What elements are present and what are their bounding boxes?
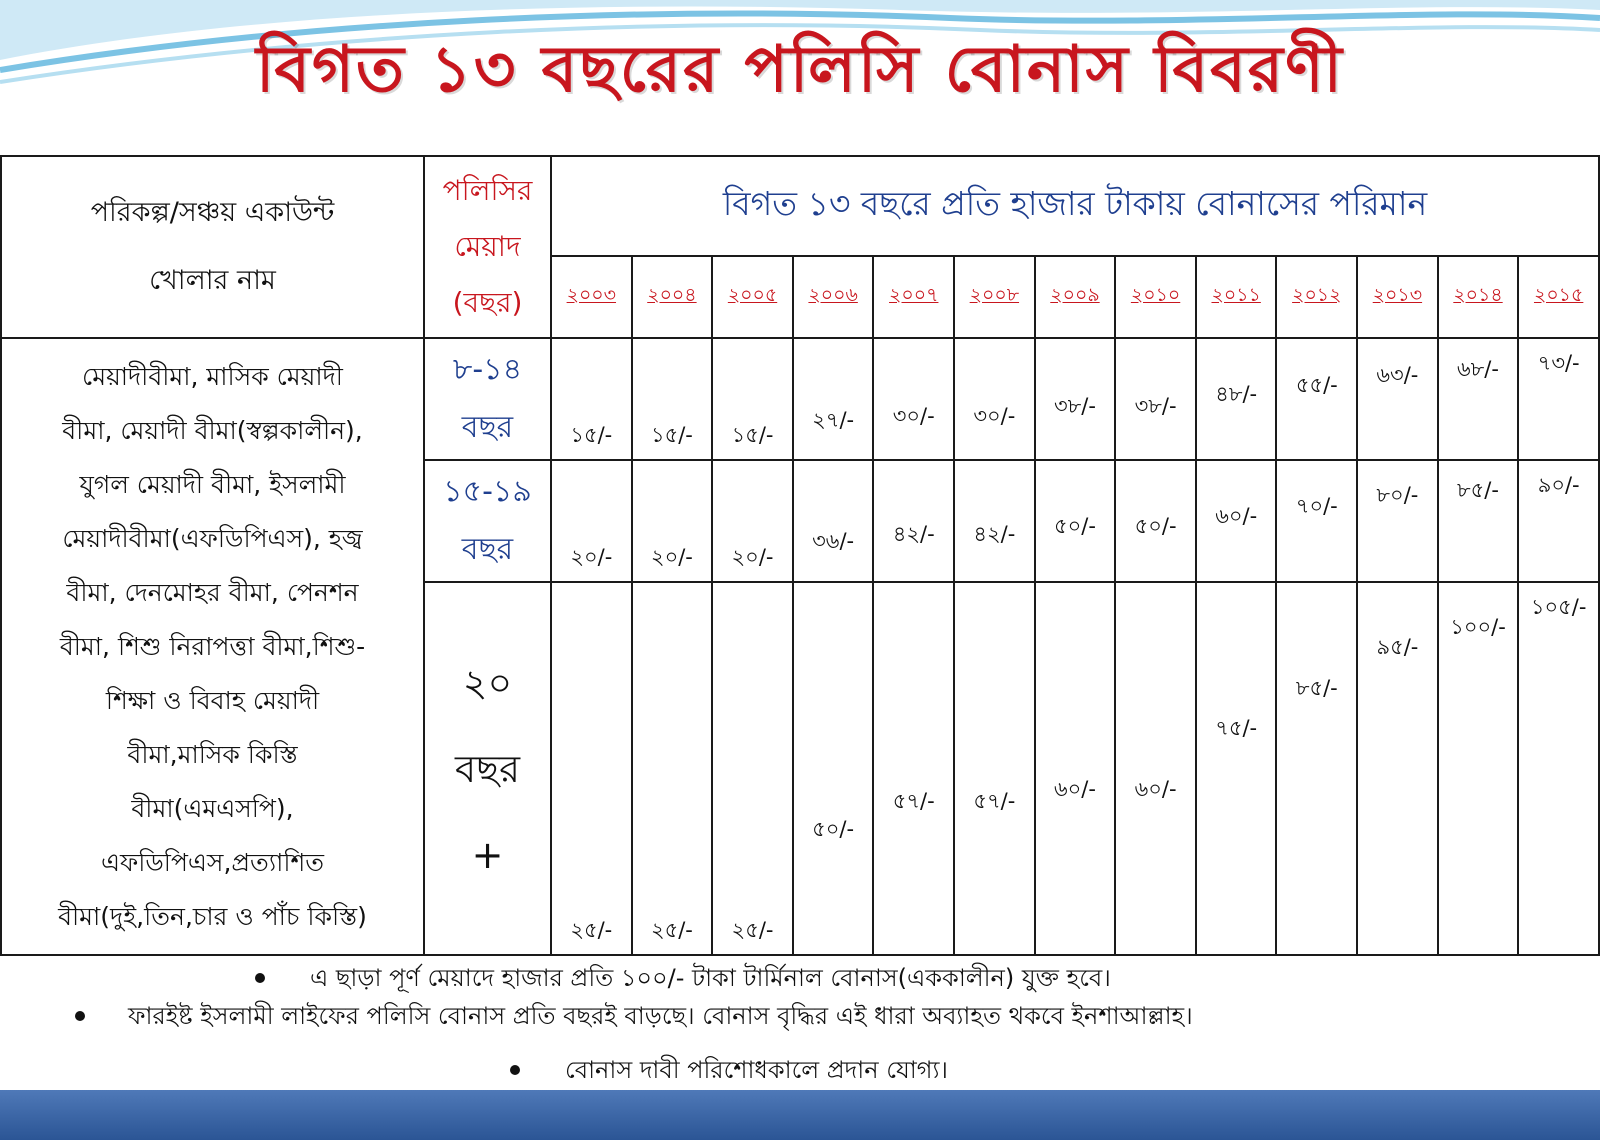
term-cell <box>424 338 551 460</box>
bonus-value: ৪৮/- <box>1215 382 1258 406</box>
bonus-cell <box>1357 460 1438 582</box>
bonus-value: ২৫/- <box>650 918 693 942</box>
header-plan-name <box>1 156 424 338</box>
bonus-value: ১৫/- <box>570 423 613 447</box>
plan-names-cell <box>1 338 424 955</box>
bonus-cell <box>1115 460 1196 582</box>
bonus-value: ১৫/- <box>650 423 693 447</box>
bonus-cell <box>551 338 632 460</box>
header-term-line-2: মেয়াদ <box>454 230 521 263</box>
bonus-value: ২৭/- <box>812 408 855 432</box>
table-row <box>1 338 1599 460</box>
term-range: ৮-১৪ <box>452 352 523 387</box>
bonus-cell <box>1518 460 1599 582</box>
bonus-value: ৯০/- <box>1537 473 1580 497</box>
bonus-cell <box>632 338 713 460</box>
bonus-value: ৩৮/- <box>1053 394 1096 418</box>
bonus-value: ৩৮/- <box>1134 394 1177 418</box>
year-header: ২০০৬ <box>793 256 874 338</box>
bonus-cell <box>1357 582 1438 955</box>
bonus-value: ৬০/- <box>1134 777 1177 801</box>
header-term-line-3: (বছর) <box>452 286 523 319</box>
bonus-value: ৭৩/- <box>1537 351 1580 375</box>
bonus-cell <box>551 582 632 955</box>
year-header: ২০১১ <box>1196 256 1277 338</box>
bonus-cell <box>712 460 793 582</box>
bonus-cell <box>954 338 1035 460</box>
bonus-value: ৮০/- <box>1376 483 1419 507</box>
year-header: ২০১৫ <box>1518 256 1599 338</box>
term-unit: বছর <box>461 532 514 567</box>
bonus-value: ৪২/- <box>892 522 935 546</box>
bonus-cell <box>1276 582 1357 955</box>
bullet-icon <box>510 1065 520 1075</box>
bonus-cell <box>712 582 793 955</box>
header-plan-line-1: পরিকল্প/সঞ্চয় একাউন্ট <box>90 197 335 228</box>
term-plus: + <box>471 832 504 877</box>
bonus-value: ৮৫/- <box>1295 676 1338 700</box>
year-header: ২০১৪ <box>1438 256 1519 338</box>
bonus-cell <box>1276 460 1357 582</box>
bonus-cell <box>1438 460 1519 582</box>
bonus-value: ৩৬/- <box>812 529 855 553</box>
bonus-cell <box>1196 338 1277 460</box>
bonus-value: ৫৫/- <box>1295 373 1338 397</box>
bonus-cell <box>954 460 1035 582</box>
bonus-value: ১০০/- <box>1450 615 1506 639</box>
header-term <box>424 156 551 338</box>
year-header: ২০১২ <box>1276 256 1357 338</box>
bonus-cell <box>632 582 713 955</box>
note-bonus-growth: ফারইষ্ট ইসলামী লাইফের পলিসি বোনাস প্রতি বছরই বাড়ছে। বোনাস বৃদ্ধির এই ধারা অব্যাহত থকবে ইনশাআল্লাহ। <box>128 1002 1193 1030</box>
bonus-value: ৬৩/- <box>1376 363 1419 387</box>
year-header: ২০০৯ <box>1035 256 1116 338</box>
plan-line: বীমা, শিশু নিরাপত্তা বীমা,শিশু- <box>59 631 366 661</box>
bonus-value: ৫৭/- <box>892 789 935 813</box>
plan-line: এফডিপিএস,প্রত্যাশিত <box>100 847 325 877</box>
bonus-cell <box>1196 582 1277 955</box>
bonus-value: ৮৫/- <box>1457 478 1499 502</box>
bonus-cell <box>1276 338 1357 460</box>
notes-section <box>0 950 1600 1090</box>
plan-line: বীমা,মাসিক কিস্তি <box>127 739 298 769</box>
bonus-cell <box>1035 460 1116 582</box>
bonus-value: ৫০/- <box>1134 514 1177 538</box>
bonus-value: ৩০/- <box>973 404 1016 428</box>
term-cell <box>424 460 551 582</box>
bonus-value: ৪২/- <box>973 522 1016 546</box>
bonus-value: ৬০/- <box>1053 777 1096 801</box>
plan-line: মেয়াদীবীমা, মাসিক মেয়াদী <box>82 361 343 391</box>
term-unit: বছর <box>461 410 514 445</box>
bonus-value: ৫৭/- <box>973 789 1016 813</box>
bonus-cell <box>1196 460 1277 582</box>
bonus-value: ২০/- <box>570 545 613 569</box>
year-header: ২০০৭ <box>873 256 954 338</box>
bonus-value: ৭০/- <box>1295 494 1338 518</box>
bullet-icon <box>255 973 265 983</box>
bonus-value: ২৫/- <box>731 918 774 942</box>
bonus-value: ৯৫/- <box>1376 635 1419 659</box>
bonus-cell <box>1518 582 1599 955</box>
plan-line: বীমা, মেয়াদী বীমা(স্বল্পকালীন), <box>62 415 363 445</box>
bonus-cell <box>1115 582 1196 955</box>
bonus-value: ৩০/- <box>892 404 935 428</box>
bonus-value: ১০৫/- <box>1530 595 1587 619</box>
note-payable: বোনাস দাবী পরিশোধকালে প্রদান যোগ্য। <box>565 1056 948 1084</box>
bonus-value: ৭৫/- <box>1215 716 1258 740</box>
plan-line: বীমা, দেনমোহর বীমা, পেনশন <box>66 577 359 607</box>
bonus-value: ১৫/- <box>731 423 774 447</box>
year-header: ২০১০ <box>1115 256 1196 338</box>
bonus-cell <box>1518 338 1599 460</box>
bonus-cell <box>712 338 793 460</box>
term-unit: বছর <box>454 746 521 791</box>
header-bonus-amount: বিগত ১৩ বছরে প্রতি হাজার টাকায় বোনাসের পরিমান <box>551 156 1599 256</box>
year-header: ২০০৫ <box>712 256 793 338</box>
header-plan-line-2: খোলার নাম <box>149 265 276 296</box>
term-cell <box>424 582 551 955</box>
bonus-cell <box>632 460 713 582</box>
plan-line: যুগল মেয়াদী বীমা, ইসলামী <box>79 469 346 499</box>
bonus-table <box>0 155 1600 956</box>
plan-line: বীমা(এমএসপি), <box>131 793 294 823</box>
bonus-cell <box>793 338 874 460</box>
note-terminal-bonus: এ ছাড়া পূর্ণ মেয়াদে হাজার প্রতি ১০০/- টাকা টার্মিনাল বোনাস(এককালীন) যুক্ত হবে। <box>310 964 1111 992</box>
year-header: ২০০৩ <box>551 256 632 338</box>
bonus-value: ৬০/- <box>1215 504 1258 528</box>
plan-line: বীমা(দুই,তিন,চার ও পাঁচ কিস্তি) <box>58 901 367 931</box>
bonus-cell <box>954 582 1035 955</box>
bonus-cell <box>873 460 954 582</box>
year-header: ২০১৩ <box>1357 256 1438 338</box>
bonus-cell <box>1115 338 1196 460</box>
bonus-cell <box>1438 582 1519 955</box>
year-header: ২০০৮ <box>954 256 1035 338</box>
bonus-value: ২৫/- <box>570 918 613 942</box>
bonus-cell <box>1035 338 1116 460</box>
bonus-cell <box>551 460 632 582</box>
bonus-value: ২০/- <box>650 545 693 569</box>
bullet-icon <box>75 1011 85 1021</box>
bonus-cell <box>873 338 954 460</box>
bonus-cell <box>873 582 954 955</box>
plan-line: মেয়াদীবীমা(এফডিপিএস), হজ্ব <box>62 523 363 553</box>
bonus-value: ৫০/- <box>812 817 855 841</box>
bonus-value: ৬৮/- <box>1457 357 1499 381</box>
term-range: ২০ <box>462 660 513 705</box>
bonus-cell <box>1438 338 1519 460</box>
bonus-value: ৫০/- <box>1053 514 1096 538</box>
bonus-cell <box>793 460 874 582</box>
bottom-bar <box>0 1090 1600 1140</box>
page-title: বিগত ১৩ বছরের পলিসি বোনাস বিবরণী <box>256 32 1344 107</box>
bonus-cell <box>1357 338 1438 460</box>
bonus-value: ২০/- <box>731 545 774 569</box>
term-range: ১৫-১৯ <box>443 474 532 509</box>
plan-line: শিক্ষা ও বিবাহ মেয়াদী <box>105 685 320 715</box>
header-term-line-1: পলিসির <box>442 174 533 207</box>
bonus-cell <box>1035 582 1116 955</box>
bonus-cell <box>793 582 874 955</box>
year-header: ২০০৪ <box>632 256 713 338</box>
